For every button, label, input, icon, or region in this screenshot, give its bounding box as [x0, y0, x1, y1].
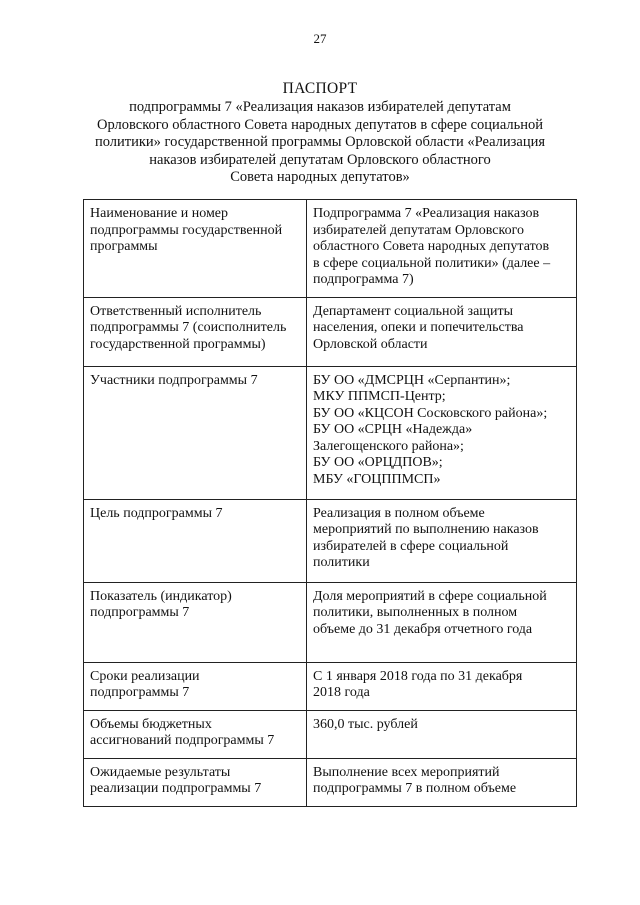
- cell-line: БУ ОО «КЦСОН Сосковского района»;: [313, 405, 548, 421]
- cell-line: населения, опеки и попечительства: [313, 320, 524, 335]
- row-value-cell: [307, 200, 577, 298]
- row-label-cell: [84, 582, 307, 662]
- subtitle-line: подпрограммы 7 «Реализация наказов избирателей депутатам: [129, 99, 511, 115]
- cell-line: Цель подпрограммы 7: [90, 505, 223, 521]
- cell-line: областного Совета народных депутатов: [313, 239, 550, 254]
- cell-line: программы: [90, 239, 158, 254]
- table-row: [84, 200, 577, 298]
- table-row: [84, 582, 577, 662]
- cell-line: политики, выполненных в полном: [313, 605, 518, 620]
- cell-line: подпрограммы государственной: [90, 222, 283, 238]
- row-value-cell: [307, 366, 577, 499]
- cell-line: избирателей в сфере социальной: [313, 538, 509, 554]
- cell-line: БУ ОО «СРЦН «Надежда»: [313, 422, 473, 437]
- cell-line: Ожидаемые результаты: [90, 764, 231, 780]
- table-row: [84, 366, 577, 499]
- cell-line: Объемы бюджетных: [90, 716, 212, 732]
- table-row: [84, 297, 577, 366]
- cell-line: подпрограмма 7): [313, 272, 414, 287]
- row-label-cell: [84, 662, 307, 710]
- cell-line: 2018 года: [313, 685, 370, 700]
- cell-line: Наименование и номер: [90, 206, 229, 221]
- row-value-cell: [307, 758, 577, 806]
- cell-line: Доля мероприятий в сфере социальной: [313, 588, 547, 604]
- table-row: [84, 662, 577, 710]
- row-value-cell: [307, 662, 577, 710]
- table-row: [84, 499, 577, 582]
- cell-line: Подпрограмма 7 «Реализация наказов: [313, 206, 540, 221]
- row-label-cell: [84, 710, 307, 758]
- cell-line: политики: [313, 555, 370, 570]
- row-value-cell: [307, 499, 577, 582]
- cell-line: БУ ОО «ОРЦДПОВ»;: [313, 455, 443, 470]
- subtitle-line: политики» государственной программы Орловской области «Реализация: [94, 134, 546, 150]
- cell-line: ассигнований подпрограммы 7: [90, 733, 275, 748]
- page-number: 27: [313, 31, 327, 46]
- subtitle-line: Совета народных депутатов»: [230, 169, 410, 185]
- cell-line: Орловской области: [313, 336, 428, 352]
- cell-line: Ответственный исполнитель: [90, 303, 262, 319]
- cell-line: МКУ ППМСП-Центр;: [313, 389, 446, 404]
- row-value-cell: [307, 710, 577, 758]
- row-label-cell: [84, 297, 307, 366]
- cell-line: Сроки реализации: [90, 668, 200, 684]
- cell-line: С 1 января 2018 года по 31 декабря: [313, 668, 523, 684]
- row-label-cell: [84, 758, 307, 806]
- cell-line: МБУ «ГОЦППМСП»: [313, 471, 441, 487]
- cell-line: подпрограммы 7: [90, 605, 190, 620]
- subtitle-line: Орловского областного Совета народных депутатов в сфере социальной: [96, 116, 544, 133]
- row-label-cell: [84, 499, 307, 582]
- cell-line: подпрограммы 7 (соисполнитель: [90, 320, 287, 335]
- document-title: ПАСПОРТ: [282, 80, 358, 97]
- row-label-cell: [84, 366, 307, 499]
- cell-line: реализации подпрограммы 7: [90, 781, 262, 796]
- cell-line: объеме до 31 декабря отчетного года: [313, 621, 533, 637]
- cell-line: Реализация в полном объеме: [313, 505, 485, 521]
- cell-line: Участники подпрограммы 7: [90, 372, 258, 388]
- table-row: [84, 710, 577, 758]
- row-value-cell: [307, 582, 577, 662]
- passport-table: [83, 199, 577, 807]
- cell-line: БУ ОО «ДМСРЦН «Серпантин»;: [313, 372, 511, 388]
- subtitle-line: наказов избирателей депутатам Орловского областного: [149, 151, 491, 168]
- cell-line: подпрограммы 7 в полном объеме: [313, 781, 517, 796]
- cell-line: Департамент социальной защиты: [313, 303, 514, 319]
- cell-line: 360,0 тыс. рублей: [313, 716, 418, 732]
- table-row: [84, 758, 577, 806]
- cell-line: Залегощенского района»;: [313, 438, 464, 454]
- cell-line: подпрограммы 7: [90, 685, 190, 700]
- document-subtitle: [80, 99, 560, 187]
- row-value-cell: [307, 297, 577, 366]
- row-label-cell: [84, 200, 307, 298]
- cell-line: государственной программы): [90, 336, 266, 352]
- cell-line: Показатель (индикатор): [90, 588, 232, 604]
- cell-line: избирателей депутатам Орловского: [313, 222, 524, 238]
- cell-line: в сфере социальной политики» (далее –: [313, 255, 551, 271]
- cell-line: Выполнение всех мероприятий: [313, 764, 500, 780]
- cell-line: мероприятий по выполнению наказов: [313, 522, 539, 537]
